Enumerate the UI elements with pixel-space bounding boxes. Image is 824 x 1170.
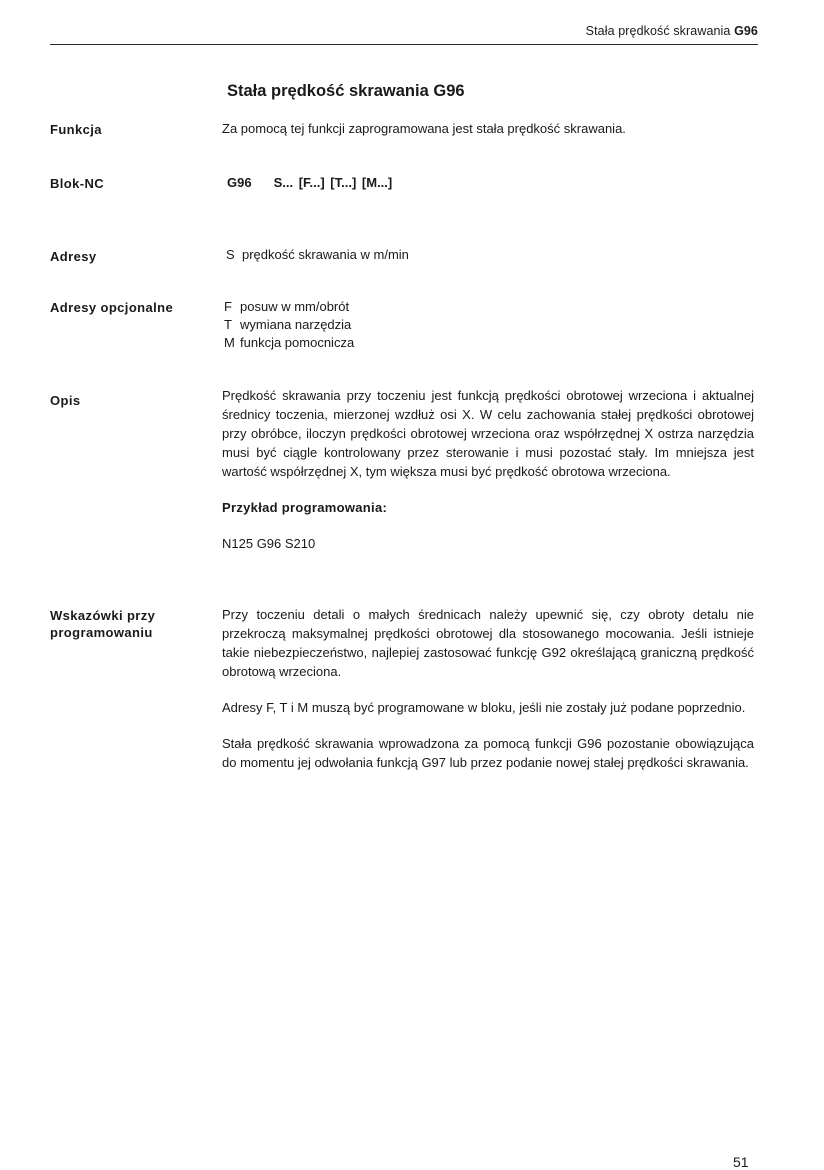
optional-address-desc: posuw w mm/obrót — [240, 299, 350, 314]
optional-address-letter: F — [224, 299, 232, 314]
address-list — [226, 245, 758, 264]
header-divider — [50, 44, 758, 45]
optional-address-desc: wymiana narzędzia — [240, 317, 352, 332]
wskazowki-paragraph: Przy toczeniu detali o małych średnicach należy upewnić się, czy obroty detalu nie przekroczą maksymalnej prędkości obrotowej dla stosowanego mocowania. Jeśli istnieje takie niebezpieczeństwo, najlepiej zastosować funkcję G92 określającą graniczną prędkość obrotową wrzeciona. — [222, 607, 754, 679]
label-opis: Opis — [50, 393, 81, 408]
nc-block-syntax — [227, 173, 759, 192]
nc-block-code: G96 — [227, 175, 252, 190]
optional-address-desc: funkcja pomocnicza — [240, 335, 355, 350]
address-desc: prędkość skrawania w m/min — [242, 247, 409, 262]
label-funkcja: Funkcja — [50, 122, 102, 137]
optional-address-item — [224, 316, 756, 334]
nc-block-addresses: S... [F...] [T...] [M...] — [273, 175, 393, 190]
label-blok-nc: Blok-NC — [50, 176, 105, 191]
page-number: 51 — [733, 1154, 749, 1170]
running-header — [586, 24, 758, 38]
address-item — [226, 245, 758, 264]
label-adresy: Adresy — [50, 249, 97, 264]
wskazowki-paragraph: Stała prędkość skrawania wprowadzona za pomocą funkcji G96 pozostanie obowiązująca do momentu jej odwołania funkcją G97 lub przez podanie nowej stałej prędkości skrawania. — [222, 736, 754, 770]
page-title: Stała prędkość skrawania G96 — [227, 82, 465, 100]
opis-body — [222, 386, 754, 553]
running-header-title: Stała prędkość skrawania — [585, 24, 735, 38]
running-header-code: G96 — [734, 24, 758, 38]
optional-address-letter: M — [224, 335, 235, 350]
opis-paragraph: Prędkość skrawania przy toczeniu jest funkcją prędkości obrotowej wrzeciona i aktualnej średnicy toczenia, mierzonej wzdłuż osi X. W celu zachowania stałej prędkości obrotowej przy obróbce, iloczyn prędkości obrotowej wrzeciona oraz współrzędnej X ostrza narzędzia musi być ciągle kontrolowany przez sterowanie i musi pozostać stały. Im mniejsza jest wartość współrzędnej X, tym większa musi być prędkość obrotowa wrzeciona. — [222, 388, 754, 479]
label-wskazowki-line2: programowaniu — [50, 625, 153, 640]
label-wskazowki — [50, 607, 215, 641]
optional-address-item — [224, 334, 756, 352]
label-wskazowki-line1: Wskazówki przy — [50, 608, 156, 623]
wskazowki-paragraph: Adresy F, T i M muszą być programowane w bloku, jeśli nie zostały już podane poprzednio. — [222, 700, 746, 715]
optional-address-letter: T — [224, 317, 232, 332]
address-letter: S — [226, 247, 235, 262]
label-adresy-opcjonalne: Adresy opcjonalne — [50, 300, 174, 315]
example-heading: Przykład programowania: — [222, 500, 388, 515]
wskazowki-body — [222, 605, 754, 772]
funkcja-text: Za pomocą tej funkcji zaprogramowana jest stała prędkość skrawania. — [222, 121, 626, 136]
example-code: N125 G96 S210 — [222, 536, 316, 551]
optional-address-item — [224, 298, 756, 316]
optional-address-list — [224, 298, 756, 352]
